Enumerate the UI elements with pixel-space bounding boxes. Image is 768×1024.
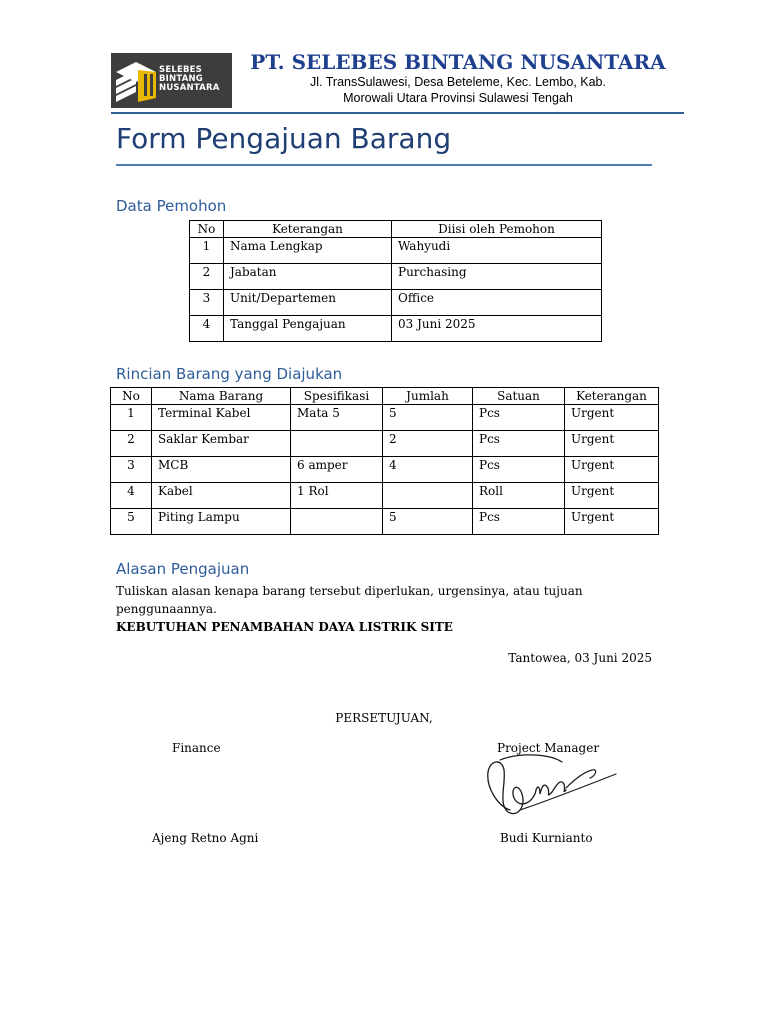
table-cell: 1 [111, 405, 152, 431]
table-cell [383, 483, 473, 509]
table-cell: Urgent [565, 405, 659, 431]
logo-mark-icon [114, 58, 158, 104]
table-cell: Mata 5 [291, 405, 383, 431]
table-cell: Purchasing [392, 264, 602, 290]
table-cell: Urgent [565, 431, 659, 457]
form-title: Form Pengajuan Barang [116, 122, 452, 155]
table-row [190, 290, 602, 316]
place-date: Tantowea, 03 Juni 2025 [508, 651, 652, 665]
table-cell: Pcs [473, 405, 565, 431]
table-cell: Wahyudi [392, 238, 602, 264]
table-row [111, 483, 659, 509]
project-manager-name: Budi Kurnianto [500, 831, 593, 845]
column-header: Diisi oleh Pemohon [392, 221, 602, 238]
logo-text-3: NUSANTARA [159, 83, 220, 93]
column-header: Satuan [473, 388, 565, 405]
table-cell: Urgent [565, 457, 659, 483]
table-cell: Saklar Kembar [152, 431, 291, 457]
table-row [190, 264, 602, 290]
table-cell: 3 [111, 457, 152, 483]
items-heading: Rincian Barang yang Diajukan [116, 365, 343, 383]
table-cell: 2 [111, 431, 152, 457]
table-header-row [111, 388, 659, 405]
signature-image [480, 748, 620, 828]
table-cell: Piting Lampu [152, 509, 291, 535]
table-cell: Pcs [473, 431, 565, 457]
column-header: No [111, 388, 152, 405]
applicant-heading: Data Pemohon [116, 197, 227, 215]
items-table [110, 387, 659, 535]
table-row [111, 457, 659, 483]
column-header: No [190, 221, 224, 238]
reason-instruction-1: Tuliskan alasan kenapa barang tersebut diperlukan, urgensinya, atau tujuan [116, 584, 583, 598]
table-cell: Pcs [473, 509, 565, 535]
table-cell: Kabel [152, 483, 291, 509]
table-row [190, 316, 602, 342]
table-cell [291, 431, 383, 457]
table-cell: 03 Juni 2025 [392, 316, 602, 342]
finance-name: Ajeng Retno Agni [152, 831, 259, 845]
reason-heading: Alasan Pengajuan [116, 560, 250, 578]
table-cell: 6 amper [291, 457, 383, 483]
table-cell: Terminal Kabel [152, 405, 291, 431]
address-line-2: Morowali Utara Provinsi Sulawesi Tengah [343, 91, 573, 105]
column-header: Spesifikasi [291, 388, 383, 405]
logo-text-1: SELEBES [159, 65, 202, 75]
table-cell: Urgent [565, 509, 659, 535]
table-cell: 2 [190, 264, 224, 290]
applicant-table [189, 220, 602, 342]
column-header: Jumlah [383, 388, 473, 405]
table-cell: Roll [473, 483, 565, 509]
table-cell: 1 [190, 238, 224, 264]
approval-label: PERSETUJUAN, [335, 711, 433, 725]
logo-text-2: BINTANG [159, 74, 203, 84]
address-line-1: Jl. TransSulawesi, Desa Beteleme, Kec. Lembo, Kab. [310, 75, 606, 89]
column-header: Nama Barang [152, 388, 291, 405]
project-manager-role: Project Manager [497, 741, 600, 755]
table-cell: 5 [383, 509, 473, 535]
table-cell: Office [392, 290, 602, 316]
title-underline [116, 164, 652, 166]
column-header: Keterangan [565, 388, 659, 405]
table-cell: 2 [383, 431, 473, 457]
table-cell: Unit/Departemen [224, 290, 392, 316]
column-header: Keterangan [224, 221, 392, 238]
table-cell: 4 [190, 316, 224, 342]
table-cell: 3 [190, 290, 224, 316]
table-cell: Tanggal Pengajuan [224, 316, 392, 342]
table-cell: 4 [383, 457, 473, 483]
header-divider [111, 112, 684, 114]
table-row [190, 238, 602, 264]
table-row [111, 405, 659, 431]
table-cell: 4 [111, 483, 152, 509]
table-cell: Nama Lengkap [224, 238, 392, 264]
table-header-row [190, 221, 602, 238]
finance-role: Finance [172, 741, 221, 755]
reason-instruction-2: penggunaannya. [116, 602, 217, 616]
table-cell: 1 Rol [291, 483, 383, 509]
table-cell: 5 [111, 509, 152, 535]
table-row [111, 509, 659, 535]
reason-text: KEBUTUHAN PENAMBAHAN DAYA LISTRIK SITE [116, 620, 453, 634]
table-cell: Jabatan [224, 264, 392, 290]
table-cell: 5 [383, 405, 473, 431]
table-cell: Pcs [473, 457, 565, 483]
company-logo [111, 53, 232, 108]
table-cell [291, 509, 383, 535]
table-row [111, 431, 659, 457]
table-cell: MCB [152, 457, 291, 483]
table-cell: Urgent [565, 483, 659, 509]
company-name: PT. SELEBES BINTANG NUSANTARA [250, 50, 666, 74]
